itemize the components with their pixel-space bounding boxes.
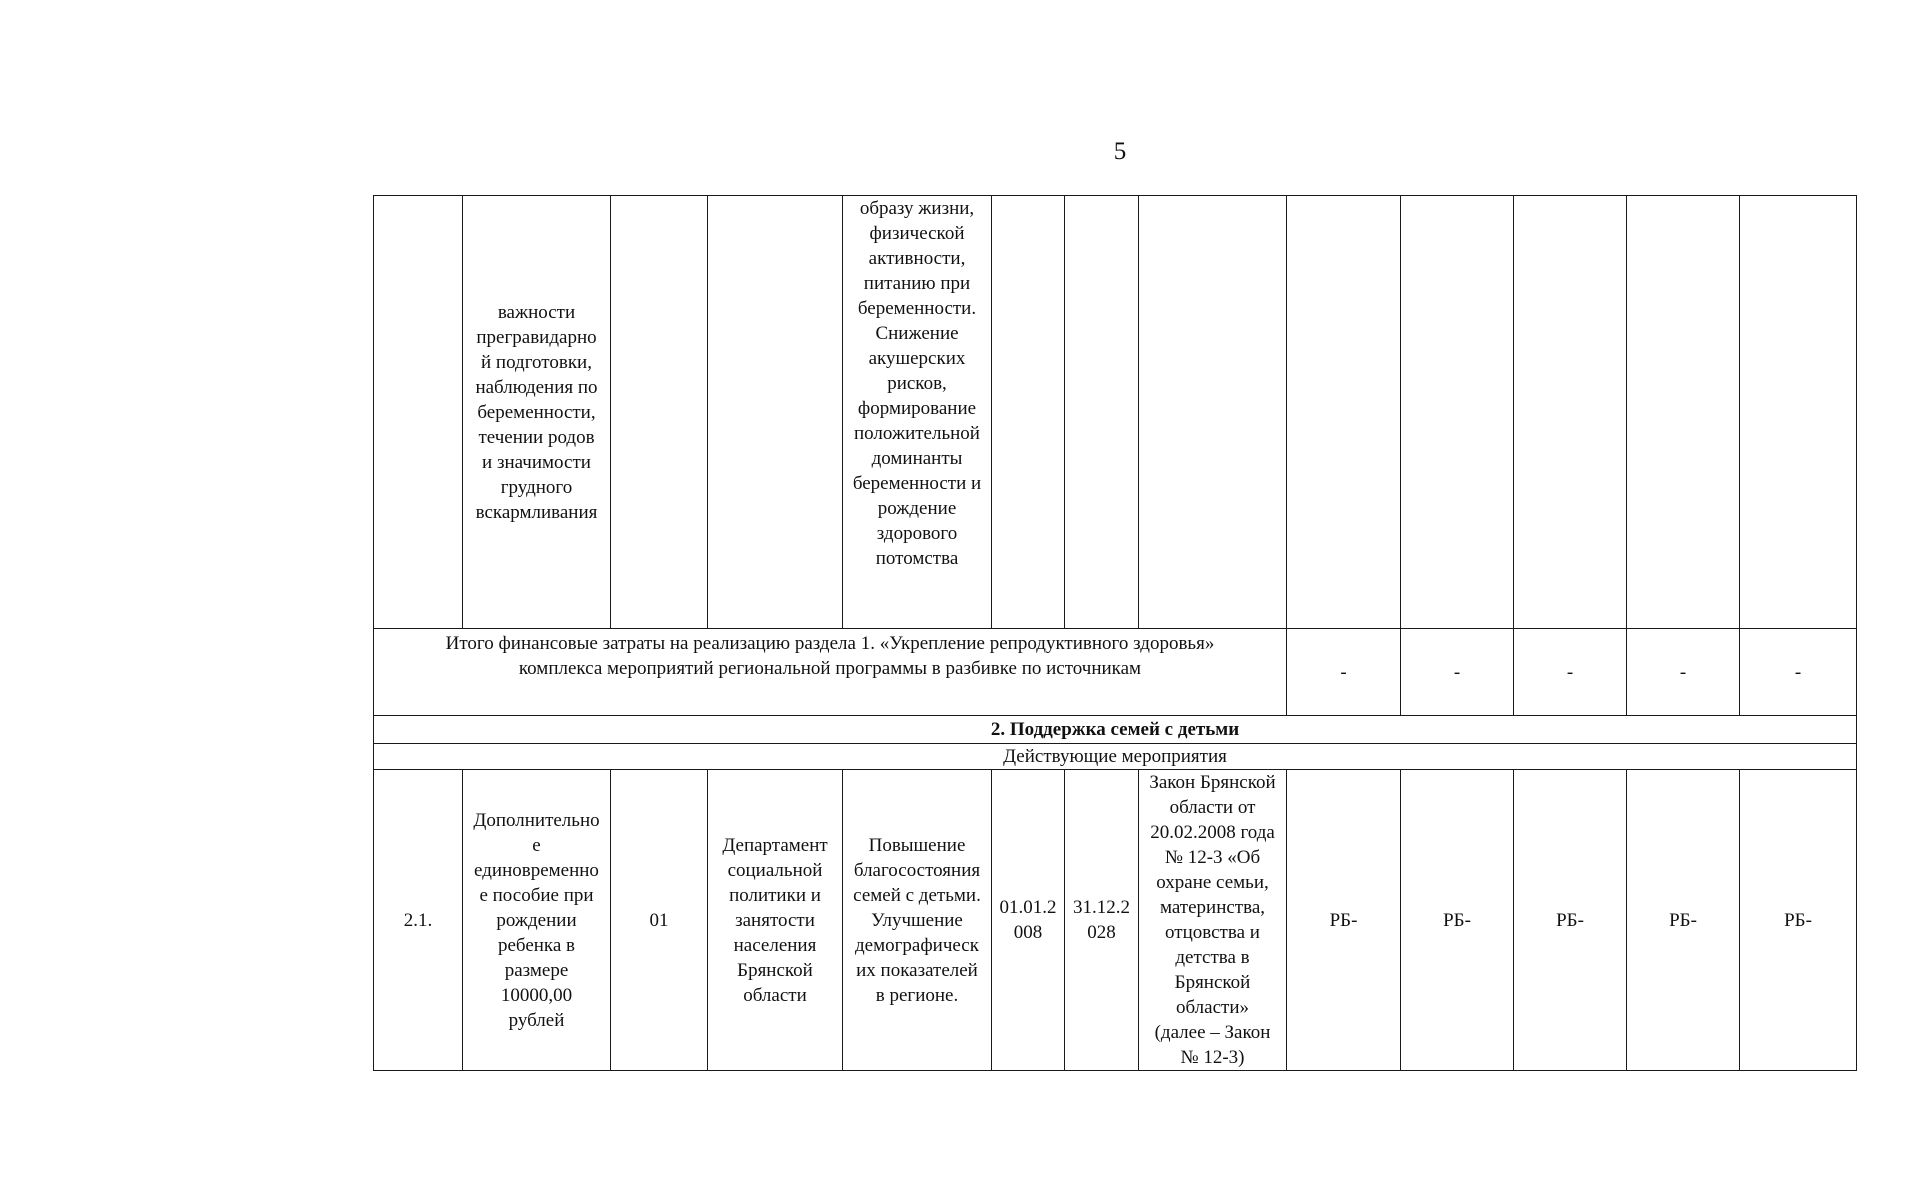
expected-result-line: активности,: [868, 248, 966, 269]
cell-funding-1: [1287, 196, 1401, 629]
item-legal-basis-line: отцовства и: [1165, 922, 1260, 943]
cell-measure-name: [463, 196, 611, 629]
item-name-line: 10000,00: [500, 984, 573, 1006]
cell-code: [611, 196, 708, 629]
measure-name-line: вскармливания: [475, 501, 598, 523]
item-expected-result: [843, 770, 992, 1071]
page-number: 5: [1113, 138, 1127, 165]
total-costs-label: [374, 629, 1287, 716]
cell-end-date: [1065, 196, 1139, 629]
item-result-line: их показателей: [856, 959, 978, 981]
item-name-line: ребенка в: [497, 934, 576, 956]
item-executor-line: области: [743, 984, 807, 1006]
expected-result-line: акушерских: [868, 348, 966, 369]
item-result-line: в регионе.: [875, 984, 959, 1006]
item-funding-4: РБ-: [1627, 770, 1740, 1071]
expected-result-line: формирование: [857, 398, 977, 419]
measure-name-line: грудного: [500, 476, 573, 498]
item-legal-basis-line: № 12-3): [1180, 1047, 1245, 1068]
cell-executor: [708, 196, 843, 629]
cell-legal-basis: [1139, 196, 1287, 629]
item-name-line: е пособие при: [479, 884, 594, 906]
measure-name-line: важности: [497, 301, 576, 323]
item-result-line: Улучшение: [871, 909, 963, 931]
total-value-4: -: [1627, 629, 1740, 716]
item-executor-line: политики и: [729, 884, 821, 906]
item-funding-3: РБ-: [1514, 770, 1627, 1071]
item-executor-line: занятости: [735, 909, 815, 931]
item-start-date-line: 01.01.2: [999, 897, 1057, 918]
total-costs-line-2: комплекса мероприятий региональной программы в разбивке по источникам: [518, 658, 1142, 679]
cell-funding-5: [1740, 196, 1857, 629]
expected-result-line: здорового: [876, 523, 958, 544]
table-row-total: [374, 629, 1857, 716]
expected-result-line: физической: [869, 223, 965, 244]
item-name-line: е: [532, 834, 541, 856]
program-table: [373, 195, 1857, 1071]
cell-expected-result: [843, 196, 992, 629]
item-legal-basis-line: Закон Брянской: [1149, 772, 1276, 793]
item-legal-basis-line: № 12-3 «Об: [1164, 847, 1261, 868]
item-name-line: рождении: [496, 909, 577, 931]
item-legal-basis: [1139, 770, 1287, 1071]
measure-name-line: прегравидарно: [476, 326, 597, 348]
item-legal-basis-line: области»: [1175, 997, 1249, 1018]
table-row-item-2-1: [374, 770, 1857, 1071]
item-name-line: Дополнительно: [473, 809, 600, 831]
item-funding-1: РБ-: [1287, 770, 1401, 1071]
item-legal-basis-line: детства в: [1175, 947, 1250, 968]
measure-name-text: [464, 300, 609, 525]
cell-funding-4: [1627, 196, 1740, 629]
item-name-line: рублей: [508, 1009, 565, 1031]
expected-result-line: Снижение: [875, 323, 959, 344]
item-executor: [708, 770, 843, 1071]
item-start-date-line: 008: [1013, 922, 1043, 943]
item-number: 2.1.: [374, 770, 463, 1071]
cell-funding-2: [1401, 196, 1514, 629]
measure-name-line: наблюдения по: [475, 376, 598, 398]
expected-result-line: образу жизни,: [859, 198, 975, 219]
cell-start-date: [992, 196, 1065, 629]
item-result-line: Повышение: [868, 834, 966, 856]
expected-result-line: питанию при: [863, 273, 971, 294]
expected-result-line: потомства: [875, 548, 959, 569]
item-start-date: [992, 770, 1065, 1071]
section-subtitle: Действующие мероприятия: [374, 744, 1857, 770]
item-legal-basis-line: Брянской: [1174, 972, 1251, 993]
item-legal-basis-line: охране семьи,: [1156, 872, 1269, 893]
item-name-line: размере: [504, 959, 569, 981]
measure-name-line: течении родов: [478, 426, 595, 448]
total-value-5: -: [1740, 629, 1857, 716]
measure-name-line: беременности,: [477, 401, 596, 423]
expected-result-line: положительной: [854, 423, 980, 444]
item-funding-5: РБ-: [1740, 770, 1857, 1071]
cell-funding-3: [1514, 196, 1627, 629]
expected-result-text: [844, 196, 990, 571]
expected-result-line: рождение: [877, 498, 957, 519]
table-row-section-title: [374, 716, 1857, 744]
item-end-date: [1065, 770, 1139, 1071]
item-executor-line: населения: [733, 934, 817, 956]
total-value-1: -: [1287, 629, 1401, 716]
cell-number: [374, 196, 463, 629]
total-value-3: -: [1514, 629, 1627, 716]
item-end-date-line: 31.12.2: [1073, 897, 1130, 918]
item-result-line: семей с детьми.: [853, 884, 981, 906]
table-row-continuation: [374, 196, 1857, 629]
expected-result-line: доминанты: [871, 448, 963, 469]
total-costs-line-1: Итого финансовые затраты на реализацию раздела 1. «Укрепление репродуктивного здоровья»: [445, 633, 1215, 654]
item-executor-line: социальной: [727, 859, 823, 881]
item-legal-basis-line: области от: [1169, 797, 1256, 818]
item-funding-2: РБ-: [1401, 770, 1514, 1071]
item-result-line: демографическ: [855, 934, 979, 956]
item-name: [463, 770, 611, 1071]
measure-name-line: и значимости: [482, 451, 591, 473]
item-legal-basis-line: (далее – Закон: [1154, 1022, 1271, 1043]
total-value-2: -: [1401, 629, 1514, 716]
item-executor-line: Департамент: [722, 834, 828, 856]
item-name-line: единовременно: [474, 859, 599, 881]
item-legal-basis-line: 20.02.2008 года: [1150, 822, 1275, 843]
expected-result-line: рисков,: [887, 373, 947, 394]
section-title: 2. Поддержка семей с детьми: [374, 716, 1857, 744]
item-executor-line: Брянской: [737, 959, 813, 981]
item-result-line: благосостояния: [853, 859, 981, 881]
item-end-date-line: 028: [1087, 922, 1116, 943]
item-legal-basis-line: материнства,: [1159, 897, 1266, 918]
expected-result-line: беременности и: [852, 473, 982, 494]
expected-result-line: беременности.: [857, 298, 977, 319]
measure-name-line: й подготовки,: [481, 351, 592, 373]
item-code: 01: [611, 770, 708, 1071]
table-row-section-subtitle: [374, 744, 1857, 770]
